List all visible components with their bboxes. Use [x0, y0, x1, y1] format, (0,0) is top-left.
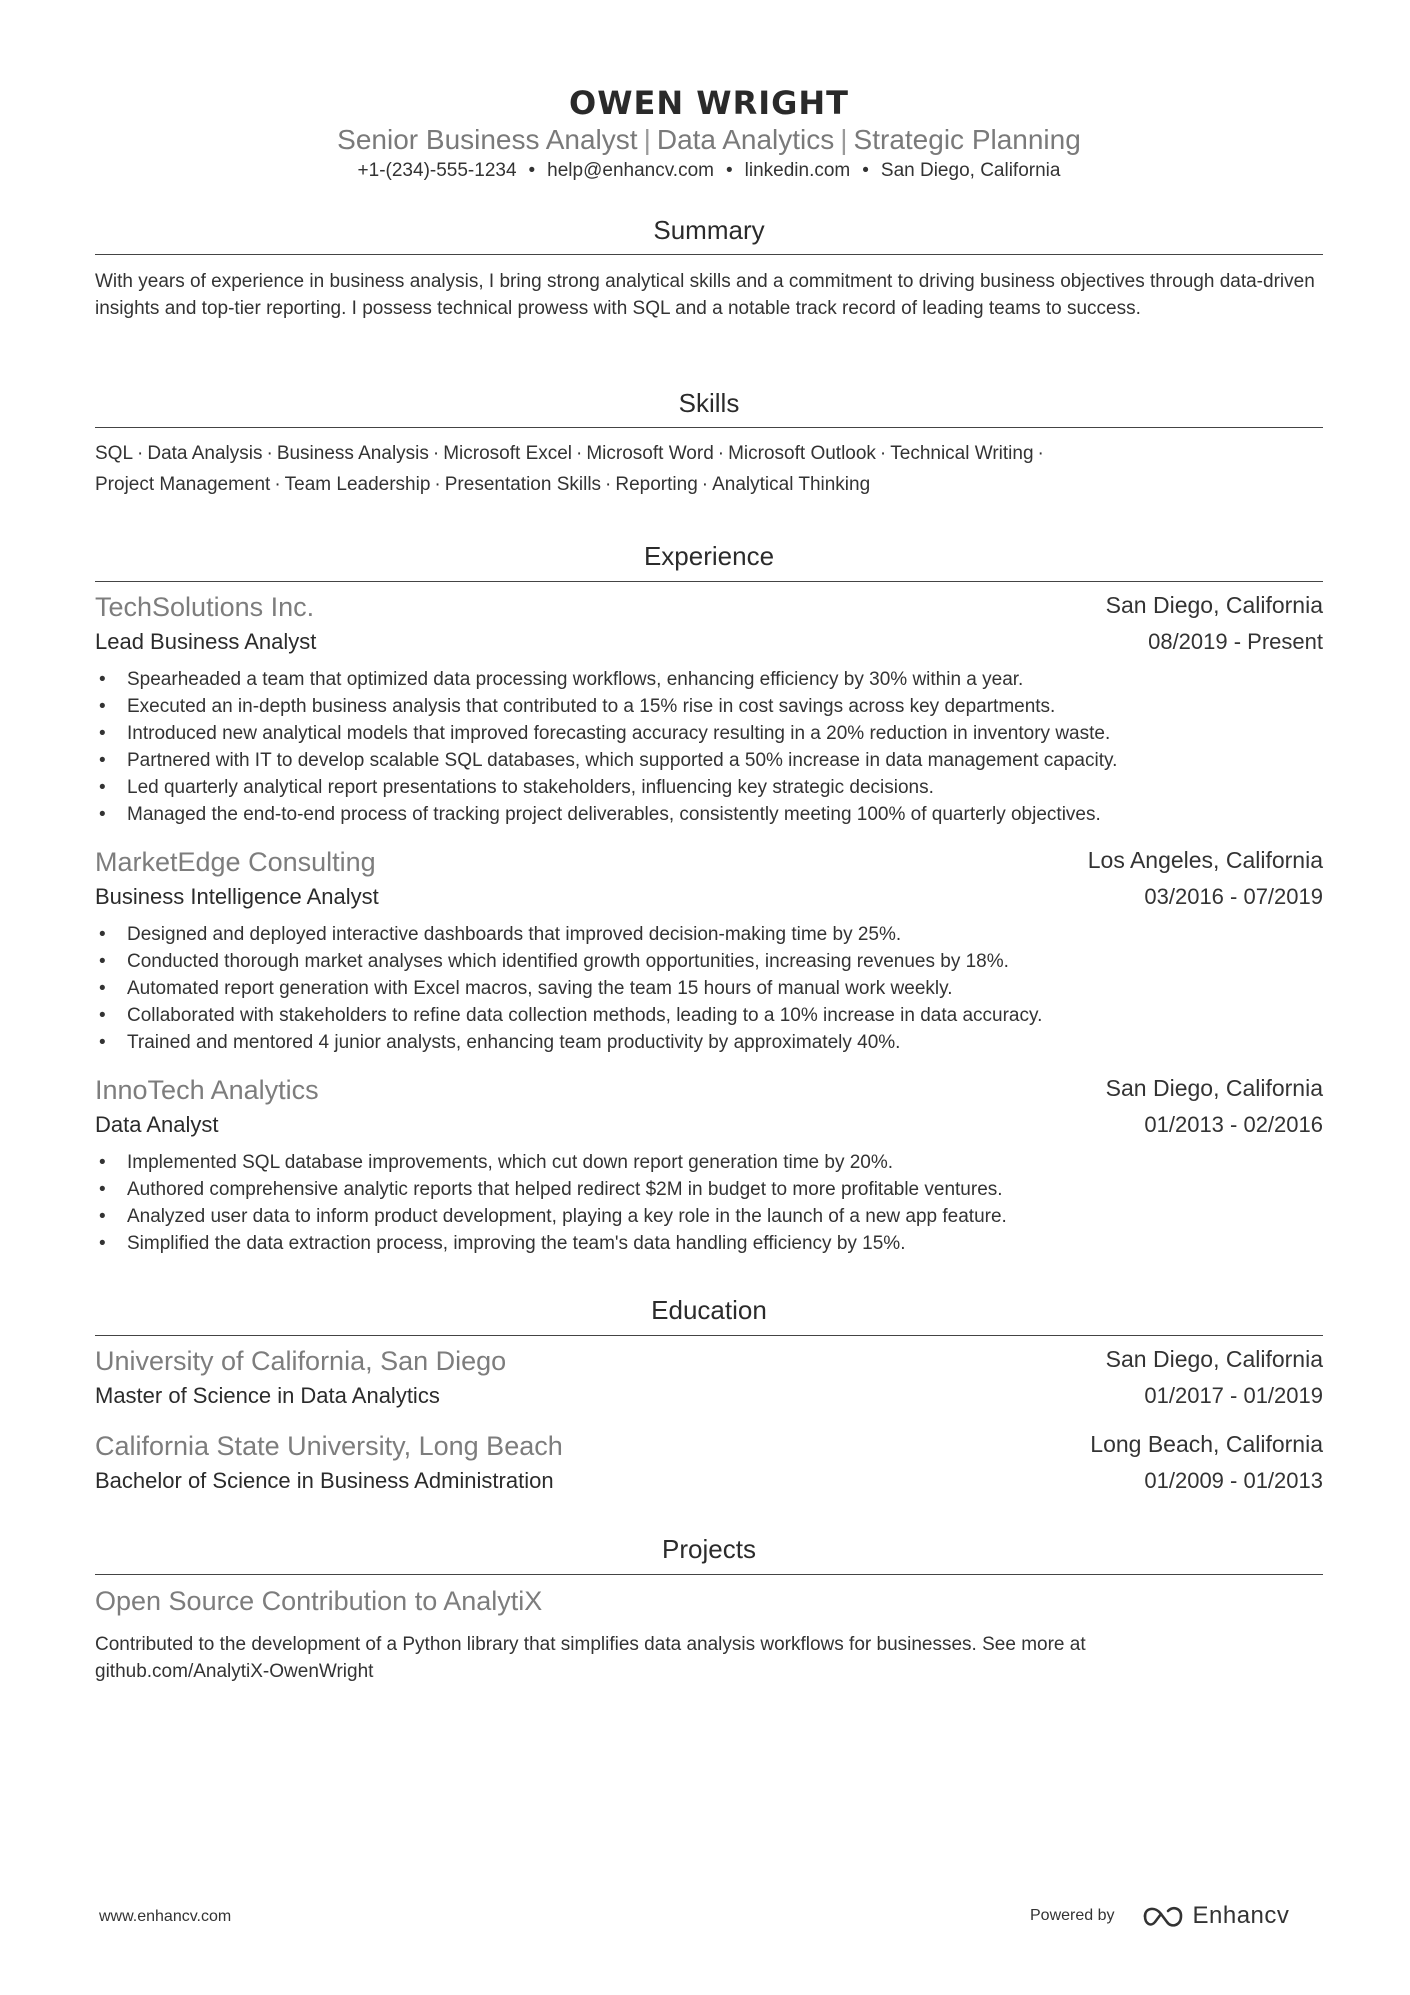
bullet-marker: • [99, 804, 106, 825]
headline [95, 124, 1323, 156]
job-header [95, 592, 1323, 624]
skill-item: Microsoft Outlook [728, 443, 876, 464]
job-location: Los Angeles, California [1087, 847, 1323, 873]
headline-title-3: Strategic Planning [853, 124, 1081, 155]
education-degree: Bachelor of Science in Business Administration [95, 1468, 554, 1493]
skills-divider [95, 427, 1323, 428]
skill-separator: · [717, 443, 725, 464]
contact-location: San Diego, California [880, 160, 1061, 181]
footer-website[interactable]: www.enhancv.com [99, 1908, 232, 1925]
experience-heading: Experience [643, 541, 775, 571]
skill-separator: · [701, 474, 709, 495]
job-bullet-text: Automated report generation with Excel macros, saving the team 15 hours of manual work weekly. [127, 978, 953, 999]
skill-separator: · [137, 443, 144, 464]
job-dates: 03/2016 - 07/2019 [1144, 884, 1323, 909]
education-heading: Education [651, 1295, 767, 1325]
education-divider [95, 1335, 1323, 1336]
bullet-marker: • [99, 1206, 106, 1227]
job-subheader [95, 884, 1323, 916]
skill-item: Project Management [95, 474, 271, 495]
project-description: Contributed to the development of a Python library that simplifies data analysis workflows for businesses. See more at github.com/AnalytiX-OwenWright [95, 1634, 1086, 1682]
bullet-marker: • [99, 1179, 106, 1200]
skill-separator: · [432, 443, 440, 464]
job-bullet [95, 693, 1323, 720]
skill-item: SQL [95, 443, 134, 464]
bullet-marker: • [99, 1005, 106, 1026]
enhancv-logo-icon[interactable] [1141, 1902, 1185, 1930]
job-bullet-text: Designed and deployed interactive dashboards that improved decision-making time by 25%. [127, 924, 902, 945]
experience-divider [95, 581, 1323, 582]
skill-item: Technical Writing [890, 443, 1034, 464]
job-bullet-text: Implemented SQL database improvements, which cut down report generation time by 20%. [127, 1152, 894, 1173]
job-bullet-text: Simplified the data extraction process, improving the team's data handling efficiency by 15%. [127, 1233, 906, 1254]
job-bullet-text: Conducted thorough market analyses which identified growth opportunities, increasing revenues by 18%. [127, 951, 1009, 972]
bullet-marker: • [99, 777, 106, 798]
education-header [95, 1431, 1323, 1463]
job-bullet [95, 747, 1323, 774]
contact-separator: • [862, 160, 869, 181]
education-location: Long Beach, California [1090, 1431, 1323, 1457]
job-subheader [95, 1112, 1323, 1144]
project-title: Open Source Contribution to AnalytiX [95, 1586, 543, 1616]
summary-divider [95, 254, 1323, 255]
job-bullet [95, 1176, 1323, 1203]
job-bullet [95, 666, 1323, 693]
job-dates: 01/2013 - 02/2016 [1144, 1112, 1323, 1137]
education-header [95, 1346, 1323, 1378]
job-bullets [95, 1149, 1323, 1257]
skill-separator: · [879, 443, 887, 464]
job-bullet [95, 1002, 1323, 1029]
job-bullet [95, 1029, 1323, 1056]
skill-item: Microsoft Excel [443, 443, 573, 464]
projects-divider [95, 1574, 1323, 1575]
skill-item: Data Analysis [147, 443, 263, 464]
bullet-marker: • [99, 750, 106, 771]
job-bullets [95, 666, 1323, 828]
bullet-marker: • [99, 924, 106, 945]
bullet-marker: • [99, 723, 106, 744]
skill-item: Analytical Thinking [712, 474, 871, 495]
skills-heading: Skills [678, 388, 740, 418]
job-bullet-text: Spearheaded a team that optimized data processing workflows, enhancing efficiency by 30% within a year. [127, 669, 1024, 690]
contact-separator: • [528, 160, 536, 181]
job-dates: 08/2019 - Present [1148, 629, 1323, 654]
contact-linkedin[interactable]: linkedin.com [744, 160, 851, 181]
job-header [95, 847, 1323, 879]
job-role: Lead Business Analyst [95, 629, 317, 654]
job-bullet [95, 774, 1323, 801]
education-school: University of California, San Diego [95, 1346, 507, 1376]
skill-item: Reporting [615, 474, 698, 495]
skills-list [95, 438, 1323, 500]
job-bullet [95, 720, 1323, 747]
education-school: California State University, Long Beach [95, 1431, 563, 1461]
footer-brand[interactable]: Enhancv [1192, 1902, 1290, 1929]
bullet-marker: • [99, 1032, 106, 1053]
job-bullet-text: Executed an in-depth business analysis that contributed to a 15% rise in cost savings across key departments. [127, 696, 1056, 717]
job-bullet [95, 1149, 1323, 1176]
job-bullet-text: Authored comprehensive analytic reports that helped redirect $2M in budget to more profitable ventures. [127, 1179, 1003, 1200]
job-subheader [95, 629, 1323, 661]
job-bullet [95, 1230, 1323, 1257]
job-bullet-text: Introduced new analytical models that improved forecasting accuracy resulting in a 20% reduction in inventory waste. [127, 723, 1111, 744]
skill-separator: · [434, 474, 441, 495]
bullet-marker: • [99, 978, 106, 999]
job-bullet-text: Led quarterly analytical report presentations to stakeholders, influencing key strategic decisions. [127, 777, 934, 798]
skill-item: Presentation Skills [444, 474, 602, 495]
job-company: InnoTech Analytics [95, 1075, 319, 1105]
headline-separator: | [643, 124, 651, 155]
job-bullet [95, 801, 1323, 828]
education-subheader [95, 1383, 1323, 1415]
education-subheader [95, 1468, 1323, 1500]
education-location: San Diego, California [1105, 1346, 1323, 1372]
bullet-marker: • [99, 951, 106, 972]
skill-separator: · [274, 474, 281, 495]
skill-separator: · [576, 443, 583, 464]
job-bullet [95, 948, 1323, 975]
headline-title-2: Data Analytics [656, 124, 835, 155]
job-bullet-text: Collaborated with stakeholders to refine data collection methods, leading to a 10% increase in data accuracy. [127, 1005, 1043, 1026]
skill-separator: · [266, 443, 273, 464]
contact-line [95, 160, 1323, 182]
job-role: Business Intelligence Analyst [95, 884, 379, 909]
bullet-marker: • [99, 696, 106, 717]
candidate-name: OWEN WRIGHT [569, 84, 849, 122]
contact-phone[interactable]: +1-(234)-555-1234 [357, 160, 517, 181]
bullet-marker: • [99, 1233, 106, 1254]
job-bullet-text: Managed the end-to-end process of tracking project deliverables, consistently meeting 100% of quarterly objectives. [127, 804, 1101, 825]
footer-branding [1030, 1898, 1289, 1934]
job-bullets [95, 921, 1323, 1056]
education-degree: Master of Science in Data Analytics [95, 1383, 440, 1408]
skill-item: Team Leadership [284, 474, 431, 495]
job-bullet [95, 975, 1323, 1002]
bullet-marker: • [99, 1152, 106, 1173]
contact-email[interactable]: help@enhancv.com [547, 160, 714, 181]
job-bullet-text: Partnered with IT to develop scalable SQL databases, which supported a 50% increase in data management capacity. [127, 750, 1118, 771]
job-company: MarketEdge Consulting [95, 847, 376, 877]
projects-heading: Projects [662, 1534, 756, 1564]
project-header [95, 1586, 1323, 1618]
job-bullet-text: Analyzed user data to inform product development, playing a key role in the launch of a new app feature. [127, 1206, 1007, 1227]
skill-separator: · [605, 474, 612, 495]
job-bullet [95, 1203, 1323, 1230]
summary-heading: Summary [653, 215, 765, 245]
bullet-marker: • [99, 669, 106, 690]
skill-separator: · [1037, 443, 1044, 464]
skill-item: Business Analysis [276, 443, 429, 464]
education-dates: 01/2009 - 01/2013 [1144, 1468, 1323, 1493]
job-role: Data Analyst [95, 1112, 219, 1137]
job-location: San Diego, California [1105, 1075, 1323, 1101]
job-bullet-text: Trained and mentored 4 junior analysts, enhancing team productivity by approximately 40%. [127, 1032, 901, 1053]
summary-text: With years of experience in business analysis, I bring strong analytical skills and a commitment to driving business objectives through data-driven insights and top-tier reporting. I possess technical prowess with SQL and a notable track record of leading teams to success. [95, 271, 1315, 319]
education-dates: 01/2017 - 01/2019 [1144, 1383, 1323, 1408]
job-header [95, 1075, 1323, 1107]
footer-powered-by: Powered by [1030, 1907, 1115, 1924]
job-bullet [95, 921, 1323, 948]
headline-separator: | [840, 124, 848, 155]
headline-title-1: Senior Business Analyst [337, 124, 638, 155]
job-company: TechSolutions Inc. [95, 592, 315, 622]
skill-item: Microsoft Word [586, 443, 714, 464]
contact-separator: • [725, 160, 733, 181]
job-location: San Diego, California [1105, 592, 1323, 618]
